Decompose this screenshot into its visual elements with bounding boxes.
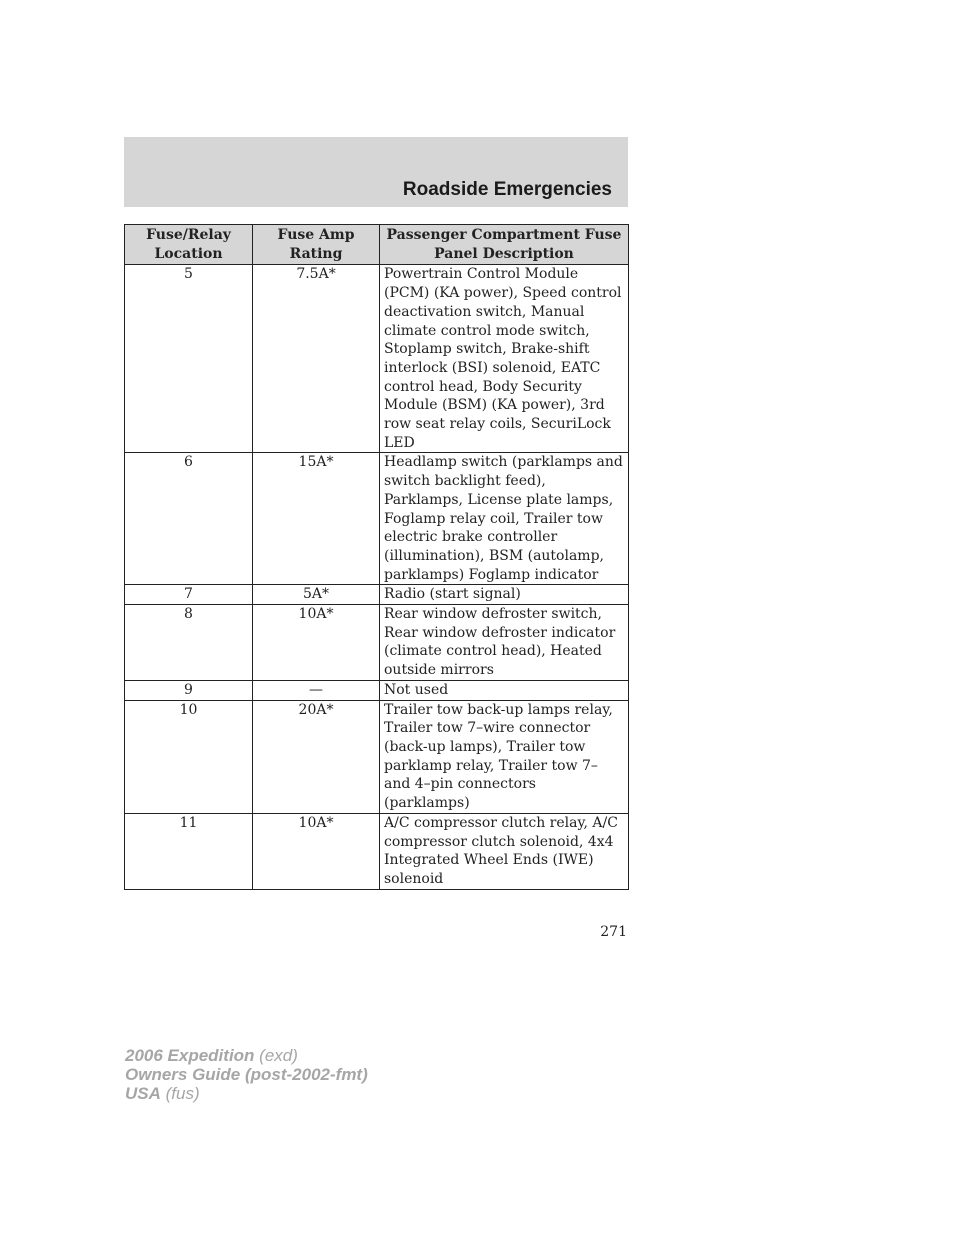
fuse-rating: — (253, 680, 380, 700)
table-row (125, 585, 629, 605)
table-row (125, 813, 629, 889)
footer-market: USA (125, 1084, 161, 1103)
footer-guide: Owners Guide (post-2002-fmt) (125, 1065, 368, 1084)
footer-model-code: (exd) (254, 1046, 298, 1065)
section-title: Roadside Emergencies (402, 179, 612, 200)
document-footer (125, 1046, 368, 1103)
table-row (125, 265, 629, 453)
fuse-description: Powertrain Control Module (PCM) (KA power), Speed control deactivation switch, Manual climate control mode switch, Stoplamp switch, Brake-shift interlock (BSI) solenoid, EATC control head, Body Security Module (BSM) (KA power), 3rd row seat relay coils, SecuriLock LED (380, 265, 629, 453)
footer-model: 2006 Expedition (125, 1046, 255, 1065)
fuse-location: 8 (125, 605, 253, 681)
fuse-description: Radio (start signal) (380, 585, 629, 605)
fuse-description: Headlamp switch (parklamps and switch backlight feed), Parklamps, License plate lamps, Foglamp relay coil, Trailer tow electric brake controller (illumination), BSM (autolamp, parklamps) Foglamp indicator (380, 453, 629, 585)
fuse-rating: 5A* (253, 585, 380, 605)
fuse-location: 11 (125, 813, 253, 889)
table-header-row (125, 225, 629, 265)
section-header-band (124, 137, 628, 207)
fuse-location: 10 (125, 700, 253, 813)
fuse-description: Not used (380, 680, 629, 700)
fuse-description: A/C compressor clutch relay, A/C compressor clutch solenoid, 4x4 Integrated Wheel Ends (IWE) solenoid (380, 813, 629, 889)
footer-market-code: (fus) (160, 1084, 200, 1103)
table-row (125, 605, 629, 681)
fuse-location: 9 (125, 680, 253, 700)
fuse-rating: 10A* (253, 813, 380, 889)
column-header-location: Fuse/Relay Location (125, 225, 253, 265)
table-row (125, 700, 629, 813)
fuse-location: 7 (125, 585, 253, 605)
fuse-location: 6 (125, 453, 253, 585)
page-number: 271 (600, 924, 627, 940)
fuse-description: Rear window defroster switch, Rear window defroster indicator (climate control head), Heated outside mirrors (380, 605, 629, 681)
fuse-rating: 15A* (253, 453, 380, 585)
fuse-location: 5 (125, 265, 253, 453)
footer-line-market (125, 1084, 368, 1103)
fuse-rating: 20A* (253, 700, 380, 813)
footer-line-guide (125, 1065, 368, 1084)
column-header-description: Passenger Compartment Fuse Panel Description (380, 225, 629, 265)
table-row (125, 680, 629, 700)
fuse-rating: 7.5A* (253, 265, 380, 453)
table-row (125, 453, 629, 585)
column-header-rating: Fuse Amp Rating (253, 225, 380, 265)
fuse-description: Trailer tow back-up lamps relay, Trailer tow 7–wire connector (back-up lamps), Trailer tow parklamp relay, Trailer tow 7– and 4–pin connectors (parklamps) (380, 700, 629, 813)
fuse-table (124, 224, 629, 890)
footer-line-model (125, 1046, 368, 1065)
fuse-rating: 10A* (253, 605, 380, 681)
